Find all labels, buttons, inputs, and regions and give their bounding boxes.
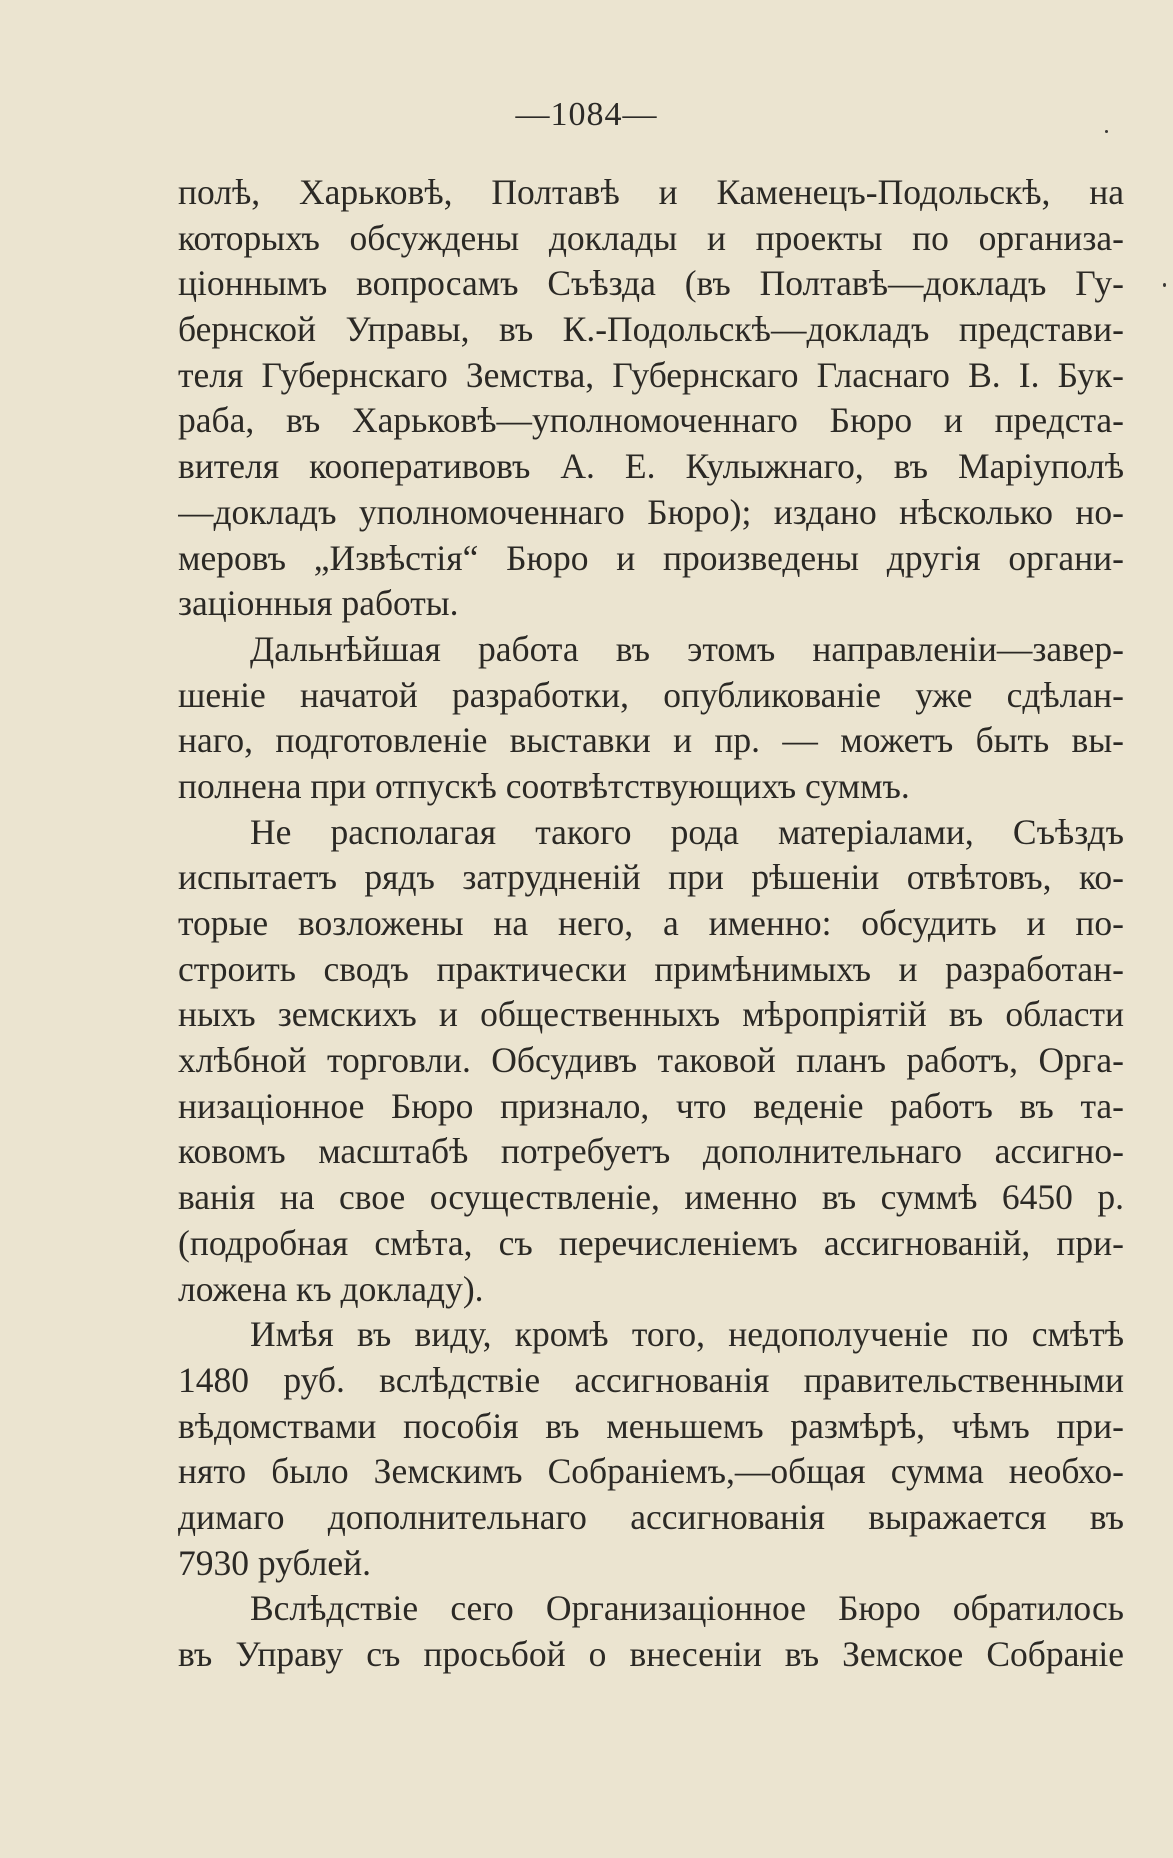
text-line: меровъ „Извѣстія“ Бюро и произведены другія органи- [178,537,1124,578]
text-line: димаго дополнительнаго ассигнованія выражается въ [178,1496,1124,1537]
text-line: въ Управу съ просьбой о внесеніи въ Земское Собраніе [178,1634,1124,1674]
text-line: торые возложены на него, а именно: обсудить и по- [178,903,1124,943]
paper-speck [1163,283,1166,287]
paper-speck [1105,130,1108,133]
text-line: (подробная смѣта, съ перечисленіемъ ассигнованій, при- [178,1222,1124,1263]
text-line: ныхъ земскихъ и общественныхъ мѣропріятій въ области [178,994,1124,1035]
text-line: заціонныя работы. [178,583,459,624]
text-line: шеніе начатой разработки, опубликованіе уже сдѣлан- [178,674,1124,715]
paragraph-first-line: Имѣя въ виду, кромѣ того, недополученіе по смѣтѣ [250,1314,1124,1355]
text-line: 7930 рублей. [178,1542,371,1583]
paragraph-first-line: Дальнѣйшая работа въ этомъ направленіи—завер- [250,628,1124,669]
text-line: раба, въ Харьковѣ—уполномоченнаго Бюро и предста- [178,400,1124,441]
text-line: ванія на свое осуществленіе, именно въ суммѣ 6450 р. [178,1177,1124,1218]
text-line: ложена къ докладу). [178,1268,484,1309]
page-number: —1084— [515,96,658,133]
text-line: полѣ, Харьковѣ, Полтавѣ и Каменецъ-Подольскѣ, на [178,172,1124,212]
text-line: строить сводъ практически примѣнимыхъ и разработан- [178,948,1124,989]
paragraph-first-line: Не располагая такого рода матеріалами, Съѣздъ [250,811,1124,852]
text-line: вителя кооперативовъ А. Е. Кулыжнаго, въ Маріуполѣ [178,446,1124,487]
text-line: низаціонное Бюро признало, что веденіе работъ въ та- [178,1085,1124,1126]
text-line: нято было Земскимъ Собраніемъ,—общая сумма необхо- [178,1451,1124,1492]
text-line: бернской Управы, въ К.-Подольскѣ—докладъ представи- [178,309,1124,350]
text-line: хлѣбной торговли. Обсудивъ таковой планъ работъ, Орга- [178,1040,1124,1081]
text-line: ціоннымъ вопросамъ Съѣзда (въ Полтавѣ—докладъ Гу- [178,263,1124,304]
body-text [178,170,1124,1678]
text-line: 1480 руб. вслѣдствіе ассигнованія правительственными [178,1359,1124,1400]
text-line: —докладъ уполномоченнаго Бюро); издано нѣсколько но- [178,491,1124,532]
text-line: теля Губернскаго Земства, Губернскаго Гласнаго В. I. Бук- [178,354,1124,395]
text-line: вѣдомствами пособія въ меньшемъ размѣрѣ, чѣмъ при- [178,1405,1124,1446]
text-line: наго, подготовленіе выставки и пр. — можетъ быть вы- [178,720,1124,761]
paragraph-first-line: Вслѣдствіе сего Организаціонное Бюро обратилось [250,1588,1124,1629]
text-line: которыхъ обсуждены доклады и проекты по организа- [178,217,1124,258]
text-line: полнена при отпускѣ соотвѣтствующихъ суммъ. [178,765,910,806]
text-line: испытаетъ рядъ затрудненій при рѣшеніи отвѣтовъ, ко- [178,857,1124,898]
text-line: ковомъ масштабѣ потребуетъ дополнительнаго ассигно- [178,1131,1124,1172]
